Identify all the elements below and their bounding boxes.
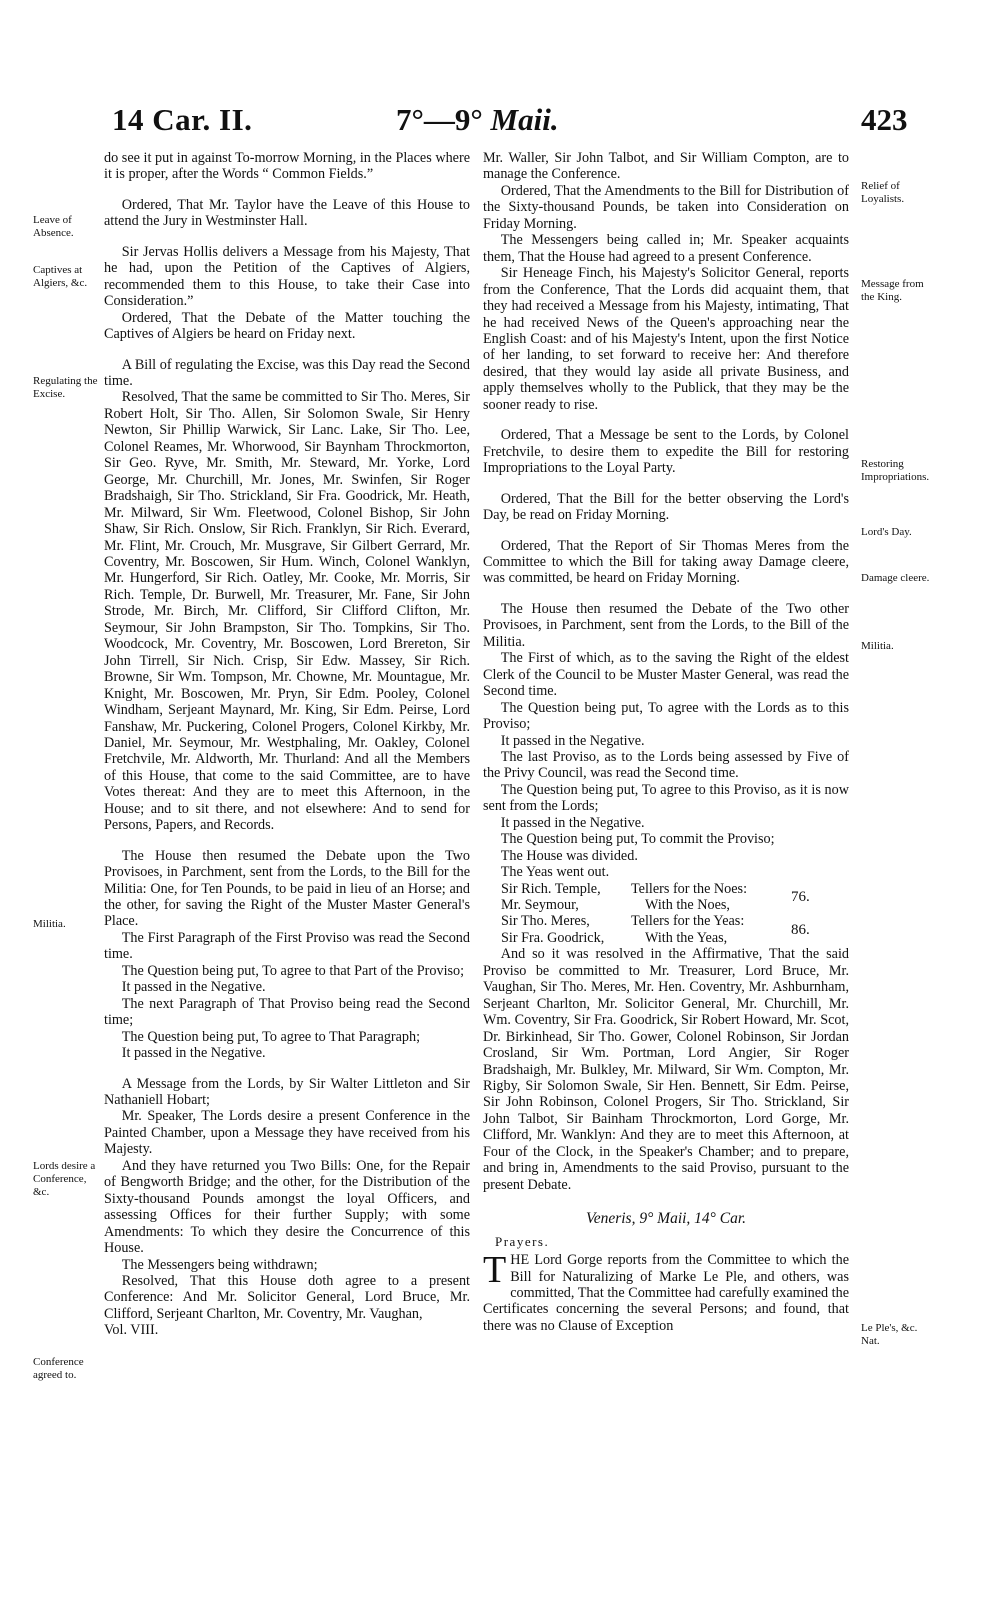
paragraph: do see it put in against To-morrow Morning, in the Places where it is proper, after the Words “ Common Fields.” [104,150,470,183]
teller-name: Sir Rich. Temple, [501,880,601,897]
paragraph: Ordered, That Mr. Taylor have the Leave of this House to attend the Jury in Westminster Hall. [104,196,470,230]
paragraph: Sir Jervas Hollis delivers a Message from his Majesty, That he had, upon the Petition of the Captives of Algiers, recommended them to this House, to take their Case into Consideration.” [104,243,470,310]
paragraph-text: HE Lord Gorge reports from the Committee to which the Bill for Naturalizing of Marke Le Ple, and others, was committed, That the Committee had carefully examined the Certificates concerning the several Persons; and found, that there was no Clause of Exception [483,1252,849,1334]
paragraph: It passed in the Negative. [121,979,266,996]
paragraph: And they have returned you Two Bills: One, for the Repair of Bengworth Bridge; and the other, for the Distribution of the Sixty-thousand Pounds amongst the loyal Officers, and assessing Offices for their further Supply; with some Amendments: To which they desire the Concurrence of this House. [104,1157,470,1257]
margin-note-militia: Militia. [33,918,66,930]
paragraph: It passed in the Negative. [500,732,645,749]
committee-list: Resolved, That the same be committed to Sir Tho. Meres, Sir Robert Holt, Sir Tho. Allen, Sir Solomon Swale, Sir Henry Newton, Sir Phillip Warwick, Sir Lanc. Lake, Sir Tho. Lee, Colonel Reames, Mr. Whorwood, Sir Baynham Throckmorton, Sir Geo. Ryve, Mr. Smith, Mr. Steward, Mr. Yorke, Lord George, Mr. Churchill, Mr. Jones, Mr. Swinfen, Sir Roger Bradshaigh, Sir Tho. Strickland, Sir Fra. Goodrick, Mr. Heath, Mr. Milward, Sir Wm. Fleetwood, Colonel Bishop, Sir John Shaw, Sir Rich. Onslow, Sir Rich. Franklyn, Sir Rich. Everard, Mr. Flint, Mr. Crouch, Mr. Musgrave, Sir Gilbert Gerrard, Mr. Coventry, Mr. Boscowen, Sir Hum. Winch, Colonel Wanklyn, Mr. Hungerford, Sir Rich. Oatley, Mr. Cooke, Mr. Morris, Sir Rich. Temple, Dr. Burwell, Mr. Treasurer, Mr. Fane, Sir John Strode, Mr. Birch, Mr. Clifford, Sir Clifford Clifton, Mr. Seymour, Sir John Brampston, Sir Tho. Tompkins, Sir Tho. Woodcock, Mr. Coventry, Mr. Boscowen, Lord Brereton, Sir John Tirrell, Sir Nich. Crisp, Sir Edw. Massey, Sir Rich. Browne, Sir Wm. Tompson, Mr. Chowne, Mr. Mountague, Mr. Knight, Mr. Boscowen, Mr. Pryn, Sir Edm. Pooley, Colonel Windham, Serjeant Maynard, Mr. King, Sir Edm. Peirse, Lord Fanshaw, Mr. Puckering, Colonel Progers, Colonel Kirkby, Mr. Daniel, Mr. Seymour, Mr. Westphaling, Mr. Oakley, Colonel Fretchvile, Mr. Aldworth, Mr. Thurland: And all the Members of this House, that come to the said Committee, are to have Votes thereat: And they are to meet this Afternoon, in the House; and to sit there, and not elsewhere: And to send for Persons, Papers, and Records. [104,389,470,834]
paragraph: The Question being put, To agree to that Part of the Proviso; [121,962,465,979]
margin-note-militia-right: Militia. [861,640,894,652]
paragraph: Resolved, That this House doth agree to a present Conference: And Mr. Solicitor General, Lord Bruce, Mr. Clifford, Serjeant Charlton, Mr. Coventry, Mr. Vaughan, [104,1273,470,1322]
margin-note-conference-agreed: Conference agreed to. [33,1356,84,1381]
date-range: 7°—9° [396,102,483,137]
paragraph: It passed in the Negative. [500,814,645,831]
noes-count: 76. [791,888,810,905]
running-head-dates [396,102,559,138]
margin-note-impropriations: Restoring Impropriations. [861,458,930,483]
teller-label: With the Yeas, [645,929,728,946]
paragraph: Ordered, That the Bill for the better observing the Lord's Day, be read on Friday Morning. [483,490,849,524]
teller-name: Mr. Seymour, [501,897,579,914]
paragraph [483,1249,849,1334]
teller-name: Sir Tho. Meres, [501,913,590,930]
running-head-left: 14 Car. II. [112,102,253,137]
paragraph: Ordered, That the Debate of the Matter touching the Captives of Algiers be heard on Friday next. [104,309,470,343]
margin-note-leave: Leave of Absence. [33,214,74,239]
paragraph: The House was divided. [500,847,638,864]
paragraph: The Messengers being withdrawn; [121,1256,318,1273]
division-tellers [483,881,849,947]
right-column [483,150,849,1334]
paragraph: The Question being put, To agree to this Proviso, as it is now sent from the Lords; [483,781,849,815]
margin-note-excise: Regulating the Excise. [33,375,98,400]
teller-label: With the Noes, [645,897,730,914]
paragraph: A Message from the Lords, by Sir Walter Littleton and Sir Nathaniell Hobart; [104,1075,470,1109]
page-header [0,102,992,142]
margin-note-message-king: Message from the King. [861,278,924,303]
margin-note-captives: Captives at Algiers, &c. [33,264,88,289]
paragraph: Mr. Speaker, The Lords desire a present Conference in the Painted Chamber, upon a Message they have received from his Majesty. [104,1108,470,1158]
prayers-heading: Prayers. [495,1233,550,1249]
paragraph: Ordered, That the Amendments to the Bill for Distribution of the Sixty-thousand Pounds, be taken into Consideration on Friday Morning. [483,182,849,232]
date-heading: Veneris, 9° Maii, 14° Car. [585,1210,747,1228]
margin-note-lords-conference: Lords desire a Conference, &c. [33,1160,96,1198]
paragraph: Ordered, That the Report of Sir Thomas Meres from the Committee to which the Bill for taking away Damage cleere, was committed, be heard on Friday Morning. [483,537,849,587]
paragraph: The last Proviso, as to the Lords being assessed by Five of the Privy Council, was read the Second time. [483,748,849,782]
paragraph: The House then resumed the Debate upon the Two Provisoes, in Parchment, sent from the Lords, to the Bill for the Militia: One, for Ten Pounds, to be paid in lieu of an Horse; and the other, for saving the Right of the Muster Master General's Place. [104,847,470,930]
paragraph: The Question being put, To commit the Proviso; [500,831,775,848]
page-number: 423 [861,102,908,137]
teller-label: Tellers for the Noes: [631,880,748,897]
margin-note-relief: Relief of Loyalists. [861,180,905,205]
margin-note-le-ple: Le Ple's, &c. Nat. [861,1322,918,1347]
paragraph: And so it was resolved in the Affirmative, That the said Proviso be committed to Mr. Treasurer, Lord Bruce, Mr. Vaughan, Sir Tho. Meres, Mr. Hen. Coventry, Mr. Ashburnham, Serjeant Charlton, Mr. Solicitor General, Mr. Churchill, Mr. Wm. Coventry, Sir Fra. Goodrick, Sir Robert Howard, Mr. Scot, Dr. Birkinhead, Sir Tho. Gower, Colonel Robinson, Sir Jordan Crosland, Sir Wm. Portman, Lord Angier, Sir Roger Bradshaigh, Mr. Bulkley, Mr. Milward, Sir Wm. Compton, Mr. Rigby, Sir Solomon Swale, Sir Hen. Bennett, Sir Edm. Peirse, Sir John Robinson, Colonel Progers, Sir Tho. Strickland, Sir John Talbot, Sir Bainham Throckmorton, Lord Gorge, Mr. Clifford, Mr. Wanklyn: And they are to meet this Afternoon, at Four of the Clock, in the Speaker's Chamber; and to prepare, and bring in, Amendments to the said Proviso, pursuant to the present Debate. [483,946,849,1193]
drop-cap: T [483,1249,507,1292]
paragraph: The House then resumed the Debate of the Two other Provisoes, in Parchment, sent from the Lords, to the Bill of the Militia. [483,600,849,650]
paragraph: The Question being put, To agree to That Paragraph; [121,1028,421,1045]
paragraph: The First Paragraph of the First Proviso was read the Second time. [104,929,470,963]
month: Maii. [490,102,559,137]
paragraph: Ordered, That a Message be sent to the Lords, by Colonel Fretchvile, to desire them to expedite the Bill for restoring Impropriations to the Loyal Party. [483,427,849,477]
teller-name: Sir Fra. Goodrick, [501,929,605,946]
paragraph: Sir Heneage Finch, his Majesty's Solicitor General, reports from the Conference, That the Lords did acquaint them, that they had received a Message from his Majesty, intimating, That he had received News of the Queen's approaching near the English Coast: and of his Majesty's Intent, upon the first Notice of her landing, to set forward to receive her: And therefore desired, that they would lay aside all private Business, and apply themselves wholly to the Publick, that they may be the sooner ready to rise. [483,265,849,413]
yeas-count: 86. [791,921,810,938]
left-column [104,150,470,1339]
teller-label: Tellers for the Yeas: [631,913,745,930]
margin-note-damage: Damage cleere. [861,572,930,584]
paragraph: Mr. Waller, Sir John Talbot, and Sir William Compton, are to manage the Conference. [483,150,849,183]
paragraph: The Question being put, To agree with the Lords as to this Proviso; [483,699,849,733]
volume-footer: Vol. VIII. [104,1322,159,1339]
paragraph: A Bill of regulating the Excise, was this Day read the Second time. [104,356,470,389]
paragraph: It passed in the Negative. [121,1045,266,1062]
margin-note-lords-day: Lord's Day. [861,526,912,538]
paragraph: The next Paragraph of That Proviso being read the Second time; [104,995,470,1029]
paragraph: The First of which, as to the saving the Right of the eldest Clerk of the Council to be Muster Master General, was read the Second time. [483,650,849,700]
paragraph: The Messengers being called in; Mr. Speaker acquaints them, That the House had agreed to a present Conference. [483,232,849,265]
paragraph: The Yeas went out. [500,864,610,881]
